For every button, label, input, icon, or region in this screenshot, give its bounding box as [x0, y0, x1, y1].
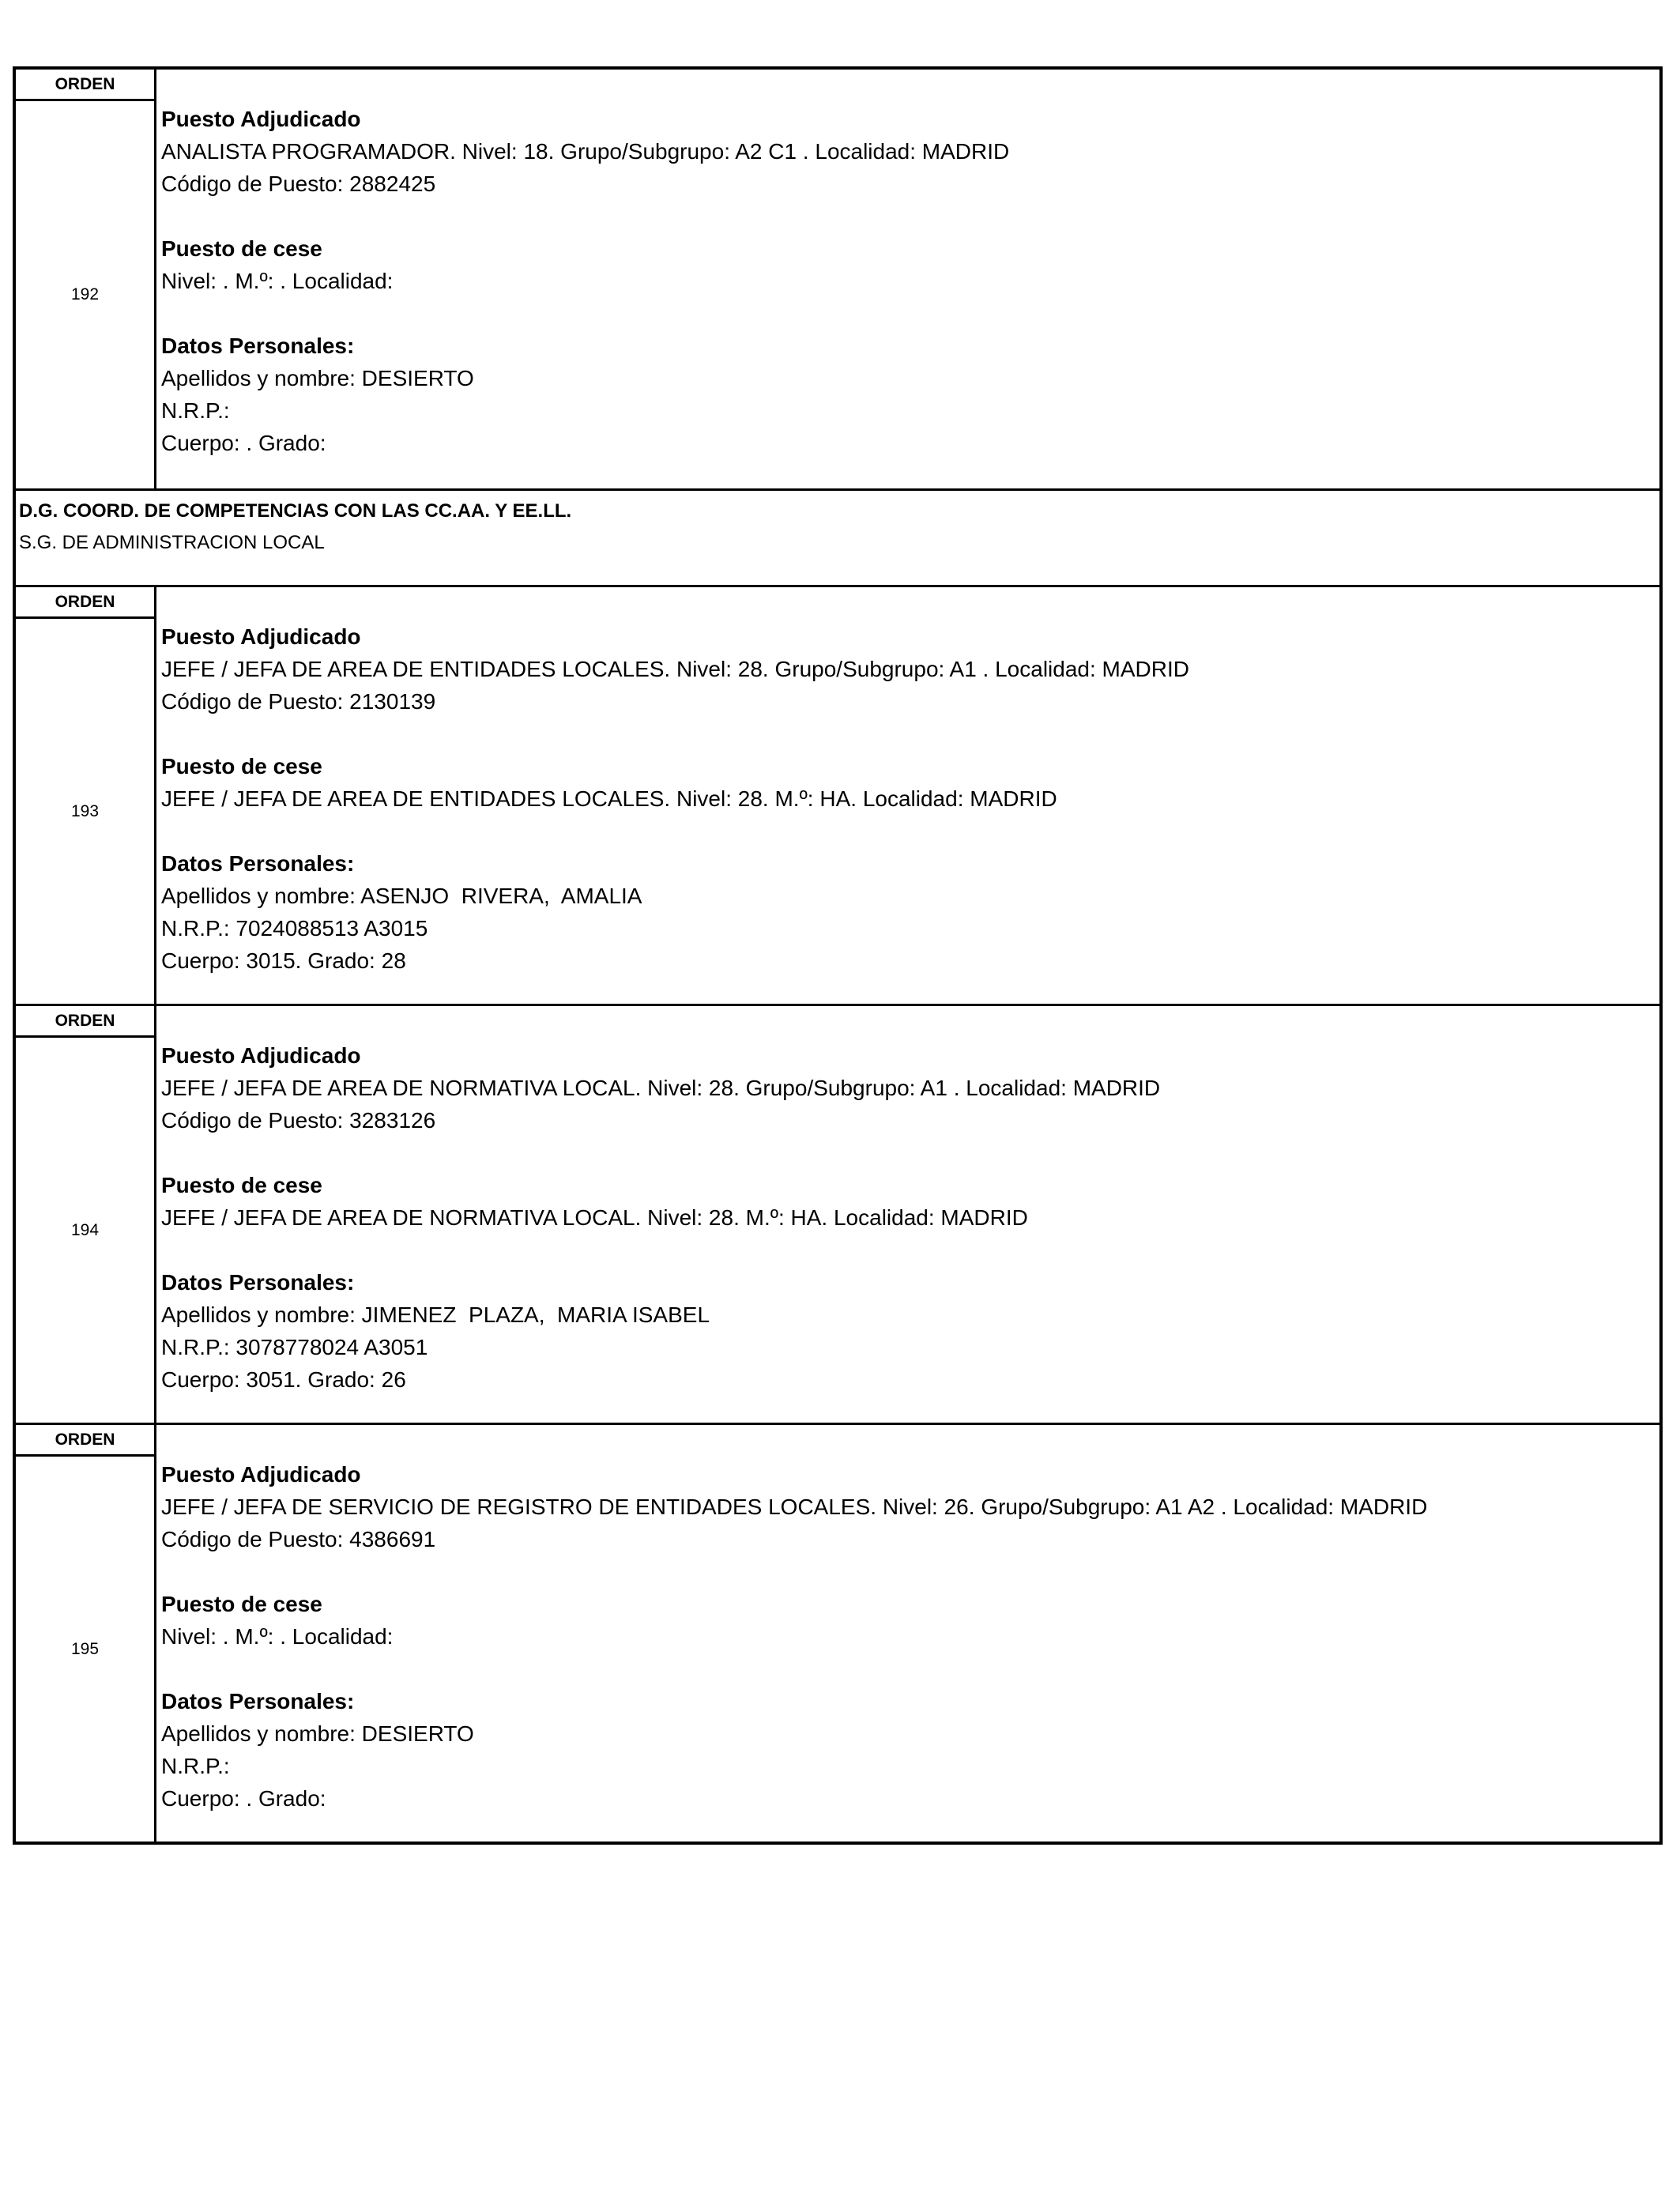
- entry-details: [156, 1006, 1659, 1423]
- entry-details: [156, 70, 1659, 488]
- puesto-cese-heading: Puesto de cese: [161, 1592, 322, 1616]
- section-header: [16, 488, 1659, 585]
- codigo-puesto: Código de Puesto: 3283126: [161, 1108, 436, 1133]
- orden-column: [16, 587, 156, 1004]
- cuerpo-grado: Cuerpo: 3051. Grado: 26: [161, 1367, 406, 1392]
- codigo-puesto: Código de Puesto: 2882425: [161, 172, 436, 196]
- orden-number: 192: [70, 285, 100, 303]
- apellidos-nombre: Apellidos y nombre: ASENJO RIVERA, AMALIA: [161, 884, 642, 908]
- puesto-cese-description: JEFE / JEFA DE AREA DE ENTIDADES LOCALES. Nivel: 28. M.º: HA. Localidad: MADRID: [161, 786, 1057, 811]
- codigo-puesto: Código de Puesto: 4386691: [161, 1527, 436, 1551]
- entry-row: [16, 70, 1659, 488]
- datos-personales-heading: Datos Personales:: [161, 334, 355, 358]
- apellidos-nombre: Apellidos y nombre: DESIERTO: [161, 1721, 474, 1746]
- puesto-adjudicado-description: ANALISTA PROGRAMADOR. Nivel: 18. Grupo/Subgrupo: A2 C1 . Localidad: MADRID: [161, 139, 1010, 164]
- puesto-adjudicado-heading: Puesto Adjudicado: [161, 624, 361, 649]
- puesto-adjudicado-description: JEFE / JEFA DE SERVICIO DE REGISTRO DE ENTIDADES LOCALES. Nivel: 26. Grupo/Subgrupo: A1 A2 . Localidad: MADRID: [161, 1495, 1428, 1519]
- datos-personales-heading: Datos Personales:: [161, 1689, 355, 1713]
- puesto-cese-description: Nivel: . M.º: . Localidad:: [161, 1624, 394, 1649]
- puesto-cese-heading: Puesto de cese: [161, 1173, 322, 1197]
- datos-personales-heading: Datos Personales:: [161, 851, 355, 876]
- orden-label: ORDEN: [16, 1425, 154, 1457]
- entry-row: [16, 585, 1659, 1004]
- apellidos-nombre: Apellidos y nombre: JIMENEZ PLAZA, MARIA ISABEL: [161, 1302, 710, 1327]
- orden-label: ORDEN: [16, 70, 154, 101]
- cuerpo-grado: Cuerpo: . Grado:: [161, 431, 326, 455]
- puesto-adjudicado-description: JEFE / JEFA DE AREA DE ENTIDADES LOCALES. Nivel: 28. Grupo/Subgrupo: A1 . Localidad: MADRID: [161, 657, 1189, 681]
- puesto-adjudicado-description: JEFE / JEFA DE AREA DE NORMATIVA LOCAL. Nivel: 28. Grupo/Subgrupo: A1 . Localidad: MADRID: [161, 1076, 1161, 1100]
- datos-personales-heading: Datos Personales:: [161, 1270, 355, 1295]
- apellidos-nombre: Apellidos y nombre: DESIERTO: [161, 366, 474, 390]
- nrp: N.R.P.: 3078778024 A3051: [161, 1335, 428, 1359]
- puesto-cese-heading: Puesto de cese: [161, 236, 322, 261]
- orden-number: 193: [70, 801, 100, 820]
- orden-number: 195: [70, 1639, 100, 1658]
- puesto-adjudicado-heading: Puesto Adjudicado: [161, 107, 361, 131]
- cuerpo-grado: Cuerpo: 3015. Grado: 28: [161, 948, 406, 973]
- puesto-adjudicado-heading: Puesto Adjudicado: [161, 1462, 361, 1487]
- puesto-cese-description: JEFE / JEFA DE AREA DE NORMATIVA LOCAL. Nivel: 28. M.º: HA. Localidad: MADRID: [161, 1205, 1028, 1230]
- puesto-cese-description: Nivel: . M.º: . Localidad:: [161, 269, 394, 293]
- subdireccion-general: S.G. DE ADMINISTRACION LOCAL: [19, 532, 325, 553]
- direccion-general: D.G. COORD. DE COMPETENCIAS CON LAS CC.AA. Y EE.LL.: [19, 500, 572, 522]
- document-table: [13, 66, 1663, 1845]
- entry-row: [16, 1423, 1659, 1842]
- orden-column: [16, 1425, 156, 1842]
- cuerpo-grado: Cuerpo: . Grado:: [161, 1786, 326, 1811]
- entry-details: [156, 1425, 1659, 1842]
- codigo-puesto: Código de Puesto: 2130139: [161, 689, 436, 714]
- orden-label: ORDEN: [16, 1006, 154, 1038]
- orden-number: 194: [70, 1220, 100, 1239]
- orden-column: [16, 70, 156, 488]
- nrp: N.R.P.:: [161, 398, 230, 423]
- orden-label: ORDEN: [16, 587, 154, 619]
- nrp: N.R.P.: 7024088513 A3015: [161, 916, 428, 941]
- entry-row: [16, 1004, 1659, 1423]
- puesto-adjudicado-heading: Puesto Adjudicado: [161, 1043, 361, 1068]
- puesto-cese-heading: Puesto de cese: [161, 754, 322, 778]
- entry-details: [156, 587, 1659, 1004]
- orden-column: [16, 1006, 156, 1423]
- nrp: N.R.P.:: [161, 1754, 230, 1778]
